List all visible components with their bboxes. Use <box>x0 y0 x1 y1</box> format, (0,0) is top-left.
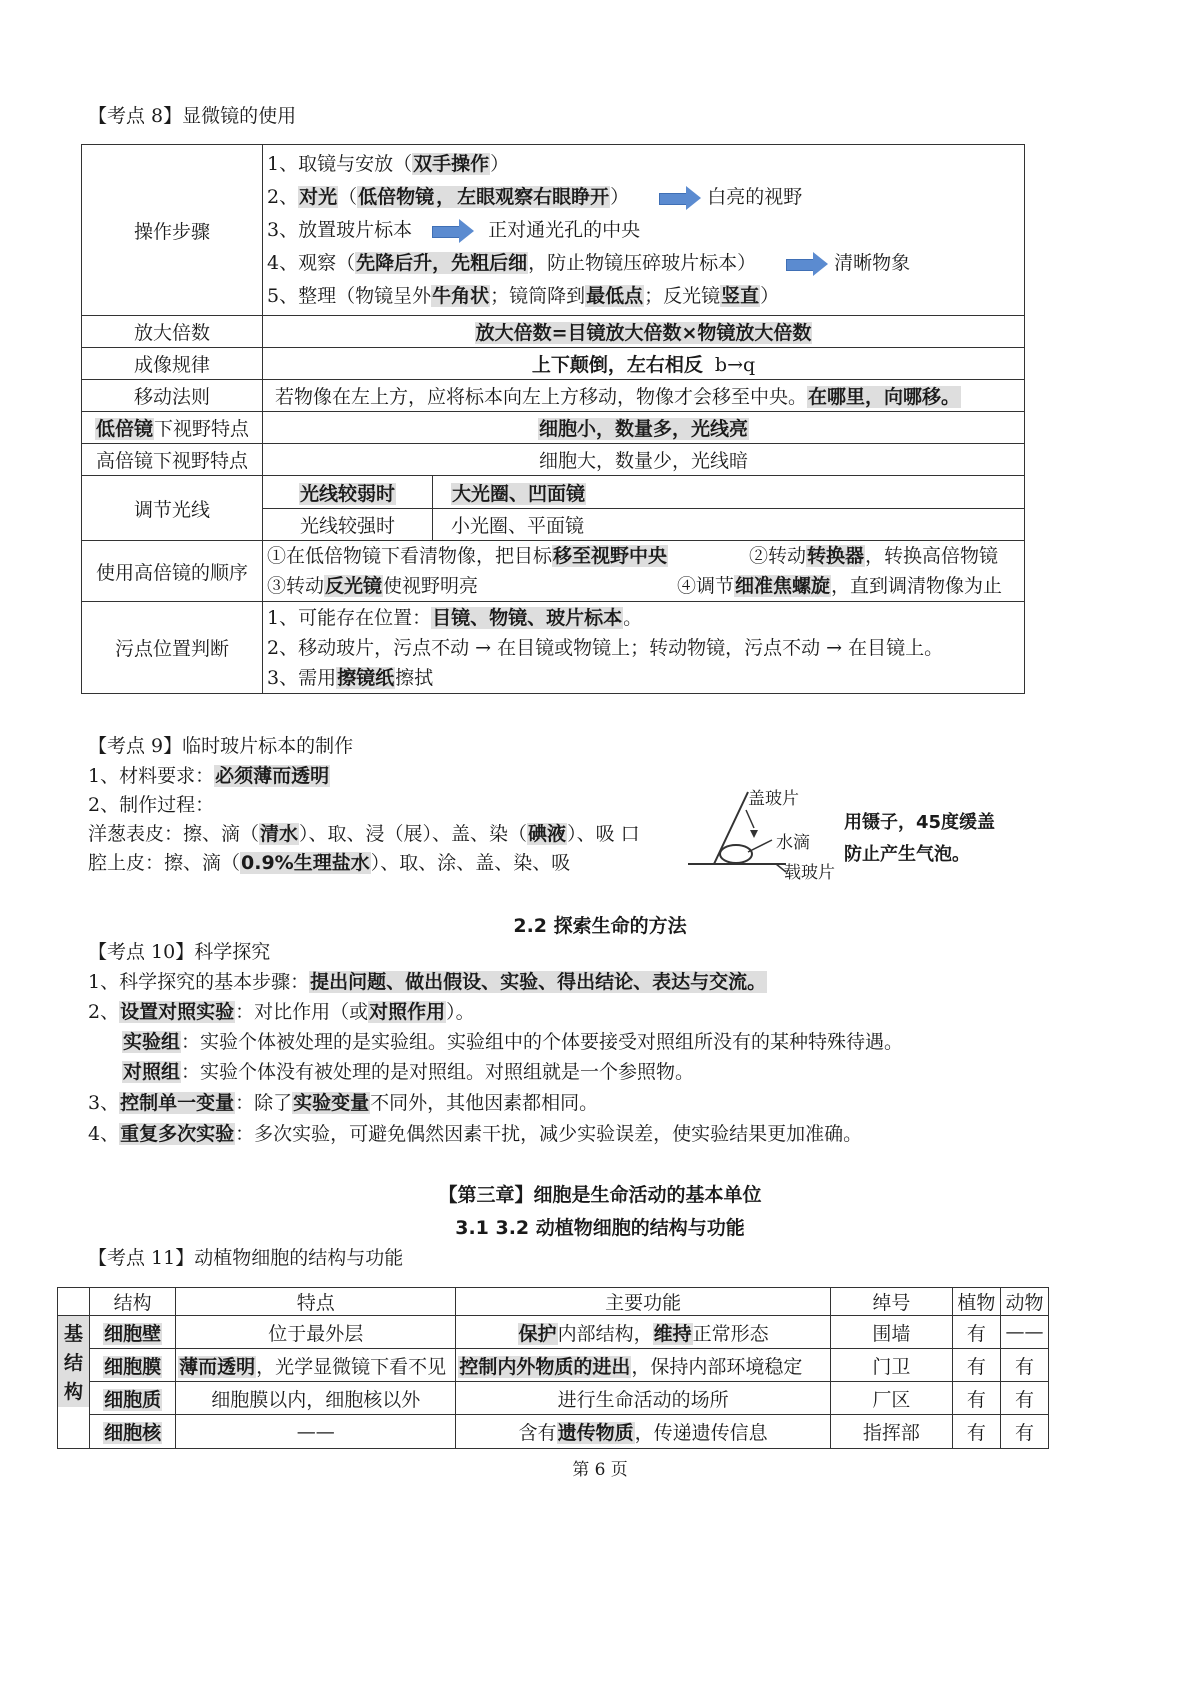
cover-slip-label: 盖玻片 <box>748 789 799 809</box>
col-feature: 特点 <box>176 1288 456 1316</box>
col-nickname: 绰号 <box>830 1288 952 1316</box>
order-label: 使用高倍镜的顺序 <box>82 541 263 602</box>
col-structure: 结构 <box>90 1288 176 1316</box>
fig-note1: 用镊子，45度缓盖 <box>844 812 996 833</box>
high-label: 高倍镜下视野特点 <box>82 444 263 476</box>
image-label: 成像规律 <box>82 348 263 380</box>
kp9-line4: 腔上皮：擦、滴（0.9%生理盐水）、取、涂、盖、染、吸 <box>88 852 571 874</box>
microscope-table: 操作步骤 1、取镜与安放（双手操作） 2、对光（低倍物镜 ， 左眼观察右眼睁开） 白亮的视野 3、放置玻片标本 正对通光孔的中央 4、观察（先降后升，先粗后细，防止物镜压碎玻片标本） 清晰物象 5、整理（物镜呈外牛角状；镜筒降到最低点；反光镜竖直） 放大倍数 放大倍数=目镜放大倍数×物镜放大倍数 成像规律 上下颠倒，左右相反 b→q 移动法则 若物像在左上方，应将标本向左上方移动，物像才会移至中央。在哪里，向哪移。 低倍镜下视野特点 细胞小，数量多，光线亮 高倍镜下视野特点 细胞大，数量少，光线暗 调节光线 光线较弱时 大光圈、凹面镜 光线较强时 小光圈、平面镜 使用高倍镜的顺序 ①在低倍物镜下看清物像，把目标移至视野中央 ②转动转换器，转换高倍物镜 ③转动反光镜使视野明亮 ④调节细准焦螺旋，直到调清物像为止 污点位置判断 1、可能存在位置：目镜、物镜、玻片标本。 2、移动玻片，污点不动 → 在目镜或物镜上；转动物镜，污点不动 → 在目镜上。 3、需用擦镜纸擦拭 <box>81 144 1025 694</box>
sec22-title: 2.2 探索生命的方法 <box>513 915 687 937</box>
strong-label: 光线较强时 <box>263 509 433 541</box>
ops-label: 操作步骤 <box>82 145 263 316</box>
kp10-line2: 2、设置对照实验：对比作用（或对照作用）。 <box>88 1001 475 1023</box>
water-drop-label: 水滴 <box>776 833 810 853</box>
cytoplasm: 细胞质 <box>104 1388 162 1411</box>
mag-value: 放大倍数=目镜放大倍数×物镜放大倍数 <box>475 322 812 344</box>
cell-structure-table: 结构 特点 主要功能 绰号 植物 动物 基 结 构 细胞壁 位于最外层 保护内部结构，维持正常形态 围墙 有 —— 细胞膜 薄而透明，光学显微镜下看不见 控制内外物质的进出，保持内部环境稳定 门卫 有 有 细胞质 细胞膜以内，细胞核以外 进行生命活动的场所 厂区 有 有 细胞核 —— 含有遗传物质，传递遗传信息 指挥部 有 有 <box>57 1287 1049 1449</box>
kp11-title: 【考点 11】动植物细胞的结构与功能 <box>88 1247 404 1269</box>
right-arrow-icon <box>659 188 701 208</box>
ops-steps: 1、取镜与安放（双手操作） 2、对光（低倍物镜 ， 左眼观察右眼睁开） 白亮的视野 3、放置玻片标本 正对通光孔的中央 4、观察（先降后升，先粗后细，防止物镜压碎玻片标本） 清晰物象 5、整理（物镜呈外牛角状；镜筒降到最低点；反光镜竖直） <box>263 145 1025 316</box>
move-label: 移动法则 <box>82 380 263 412</box>
ch3-subtitle: 3.1 3.2 动植物细胞的结构与功能 <box>455 1217 745 1239</box>
col-function: 主要功能 <box>456 1288 830 1316</box>
slide-figure <box>686 780 1016 890</box>
image-value: 上下颠倒，左右相反 <box>531 354 703 376</box>
col-animal: 动物 <box>1000 1288 1048 1316</box>
kp8-title: 【考点 8】显微镜的使用 <box>88 105 297 127</box>
right-arrow-icon <box>786 254 828 274</box>
kp9-title: 【考点 9】临时玻片标本的制作 <box>88 735 354 757</box>
low-label: 低倍镜下视野特点 <box>82 412 263 444</box>
cell-wall: 细胞壁 <box>104 1322 162 1345</box>
cell-membrane: 细胞膜 <box>104 1355 162 1378</box>
strong-value: 小光圈、平面镜 <box>433 509 1025 541</box>
coverslip-diagram <box>686 780 1016 890</box>
kp10-line4: 对照组：实验个体没有被处理的是对照组。对照组就是一个参照物。 <box>123 1061 695 1083</box>
nucleus: 细胞核 <box>104 1422 162 1444</box>
light-label: 调节光线 <box>82 476 263 541</box>
right-arrow-icon <box>432 221 474 241</box>
basic-structure-label: 基 结 构 <box>58 1316 89 1407</box>
kp10-line3: 实验组：实验个体被处理的是实验组。实验组中的个体要接受对照组所没有的某种特殊待遇。 <box>123 1031 904 1053</box>
weak-label: 光线较弱时 <box>299 482 395 505</box>
slide-label: 载玻片 <box>784 863 835 883</box>
low-value: 细胞小，数量多，光线亮 <box>538 418 748 440</box>
kp9-line1: 1、材料要求：必须薄而透明 <box>88 765 330 787</box>
page-number: 第 6 页 <box>572 1460 628 1480</box>
fig-note2: 防止产生气泡。 <box>844 844 970 865</box>
kp10-line5: 3、控制单一变量：除了实验变量不同外，其他因素都相同。 <box>88 1092 599 1114</box>
col-plant: 植物 <box>952 1288 1000 1316</box>
kp10-line1: 1、科学探究的基本步骤：提出问题、做出假设、实验、得出结论、表达与交流。 <box>88 971 767 993</box>
mag-label: 放大倍数 <box>82 316 263 348</box>
high-value: 细胞大，数量少，光线暗 <box>263 444 1025 476</box>
kp10-title: 【考点 10】科学探究 <box>88 941 271 963</box>
kp10-line6: 4、重复多次实验：多次实验，可避免偶然因素干扰，减少实验误差，使实验结果更加准确。 <box>88 1123 863 1145</box>
weak-value: 大光圈、凹面镜 <box>452 482 586 505</box>
kp9-line2: 2、制作过程： <box>88 794 215 816</box>
ch3-title: 【第三章】细胞是生命活动的基本单位 <box>438 1184 762 1206</box>
dirt-label: 污点位置判断 <box>82 602 263 694</box>
kp9-line3: 洋葱表皮：擦、滴（清水）、取、浸（展）、盖、染（碘液）、吸 口 <box>88 823 640 845</box>
